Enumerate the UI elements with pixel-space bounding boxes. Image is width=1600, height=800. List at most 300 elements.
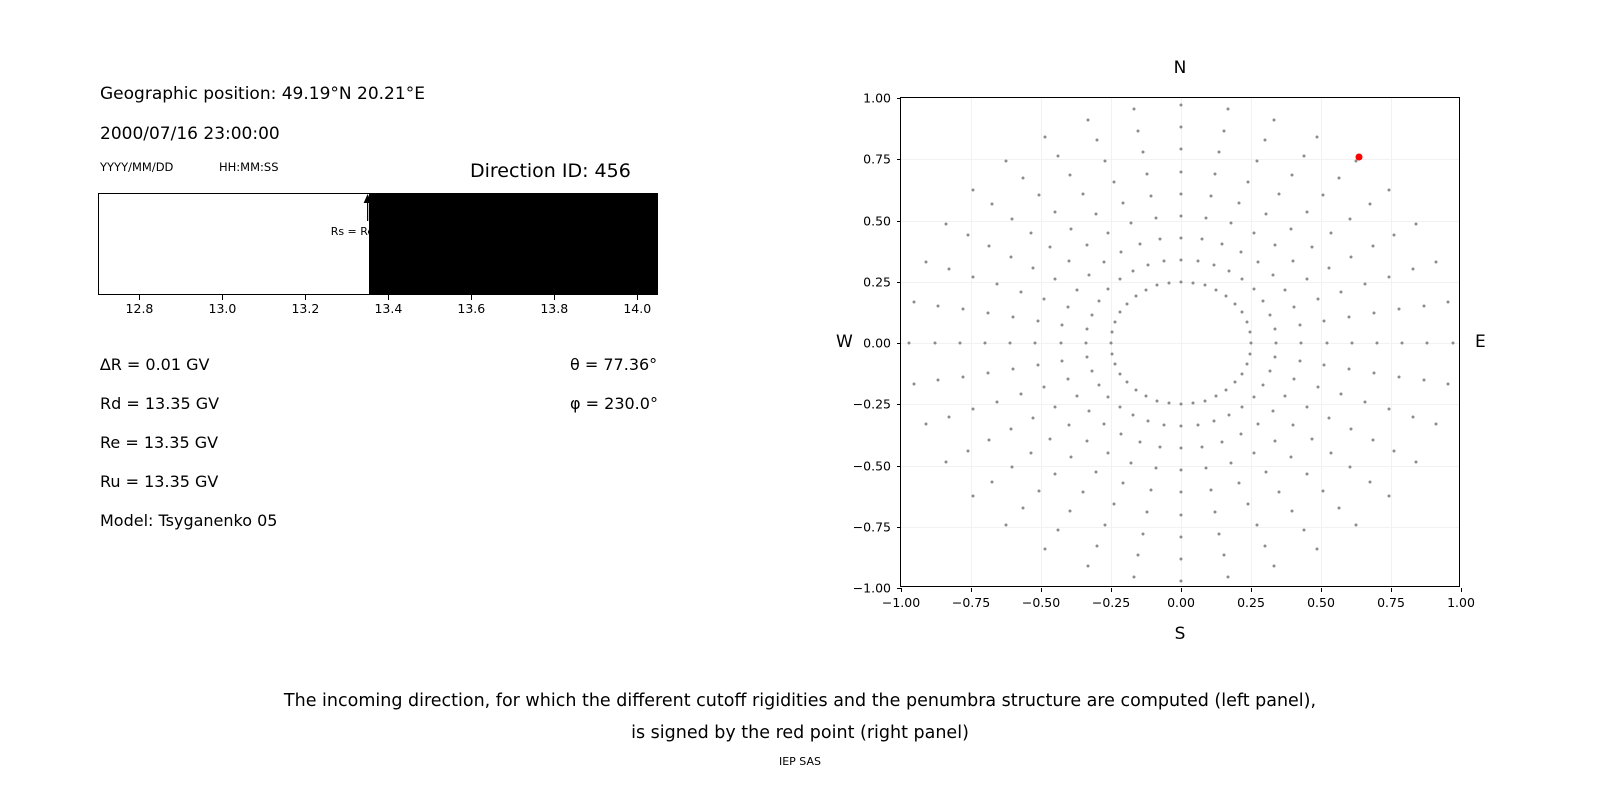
direction-point <box>1086 244 1089 247</box>
direction-point <box>1154 467 1157 470</box>
direction-point <box>1273 327 1276 330</box>
direction-point <box>1264 139 1267 142</box>
gridline-vertical <box>1391 98 1392 586</box>
direction-point <box>1150 194 1153 197</box>
direction-point <box>1094 212 1097 215</box>
direction-point <box>1209 489 1212 492</box>
direction-point <box>1240 433 1243 436</box>
direction-point <box>1303 528 1306 531</box>
direction-point <box>1371 245 1374 248</box>
left-panel <box>0 0 760 660</box>
direction-point <box>948 268 951 271</box>
gridline-vertical <box>1041 98 1042 586</box>
direction-point <box>1371 438 1374 441</box>
direction-point <box>1119 433 1122 436</box>
direction-point <box>1203 399 1206 402</box>
direction-point <box>1227 576 1230 579</box>
direction-point <box>1275 342 1278 345</box>
direction-point <box>1011 316 1014 319</box>
direction-point <box>1422 379 1425 382</box>
direction-point <box>1272 565 1275 568</box>
direction-point <box>1435 260 1438 263</box>
x-axis-tick-label: −0.25 <box>1091 595 1131 610</box>
direction-point <box>1388 494 1391 497</box>
direction-point <box>1229 222 1232 225</box>
direction-point <box>1163 259 1166 262</box>
direction-point <box>1036 319 1039 322</box>
direction-point <box>991 480 994 483</box>
direction-point <box>1180 148 1183 151</box>
penumbra-tick <box>388 295 389 300</box>
direction-point <box>1137 554 1140 557</box>
direction-point <box>924 423 927 426</box>
direction-point <box>948 415 951 418</box>
direction-point <box>1397 308 1400 311</box>
selected-direction-point <box>1356 154 1363 161</box>
direction-point <box>1221 440 1224 443</box>
direction-point <box>1315 547 1318 550</box>
rd-value: Rd = 13.35 GV <box>100 394 220 413</box>
direction-point <box>1180 104 1183 107</box>
direction-point <box>1082 490 1085 493</box>
direction-point <box>966 449 969 452</box>
direction-point <box>1075 289 1078 292</box>
direction-point <box>1209 194 1212 197</box>
direction-point <box>1032 267 1035 270</box>
direction-point <box>1095 139 1098 142</box>
direction-point <box>1212 420 1215 423</box>
direction-point <box>1316 385 1319 388</box>
y-axis-tick-label: −0.75 <box>852 519 891 535</box>
direction-point <box>1034 342 1037 345</box>
direction-point <box>1097 300 1100 303</box>
direction-point <box>1102 261 1105 264</box>
direction-point <box>1306 405 1309 408</box>
direction-point <box>1265 212 1268 215</box>
direction-point <box>1316 298 1319 301</box>
direction-point <box>1111 352 1114 355</box>
direction-point <box>1069 174 1072 177</box>
direction-point <box>1229 461 1232 464</box>
direction-point <box>1205 467 1208 470</box>
direction-point <box>1327 267 1330 270</box>
x-axis-tick-label: 0.25 <box>1237 595 1265 610</box>
direction-point <box>1272 274 1275 277</box>
direction-point <box>1205 216 1208 219</box>
direction-point <box>1180 579 1183 582</box>
direction-point <box>1029 452 1032 455</box>
direction-point <box>1163 424 1166 427</box>
direction-point <box>1278 193 1281 196</box>
direction-point <box>1086 356 1089 359</box>
direction-point <box>1010 217 1013 220</box>
direction-point <box>1291 260 1294 263</box>
date-format-hint: YYYY/MM/DD <box>100 160 174 174</box>
direction-point <box>971 494 974 497</box>
x-axis-tick-label: 0.00 <box>1167 595 1195 610</box>
gridline-vertical <box>971 98 972 586</box>
direction-point <box>1451 342 1454 345</box>
direction-point <box>1293 305 1296 308</box>
direction-point <box>1310 438 1313 441</box>
direction-point <box>1102 422 1105 425</box>
direction-point <box>1135 295 1138 298</box>
direction-point <box>933 342 936 345</box>
direction-point <box>1262 300 1265 303</box>
direction-point <box>1068 423 1071 426</box>
direction-point <box>1147 420 1150 423</box>
direction-point <box>1401 342 1404 345</box>
direction-point <box>1132 269 1135 272</box>
direction-point <box>1121 482 1124 485</box>
direction-point <box>1192 402 1195 405</box>
penumbra-tick-label: 12.8 <box>125 301 154 316</box>
direction-point <box>1252 452 1255 455</box>
direction-point <box>1415 223 1418 226</box>
direction-point <box>995 400 998 403</box>
direction-point <box>1305 210 1308 213</box>
direction-point <box>1104 160 1107 163</box>
compass-east-label: E <box>1475 332 1486 352</box>
direction-point <box>988 438 991 441</box>
direction-point <box>1068 260 1071 263</box>
direction-point <box>1145 288 1148 291</box>
y-axis-tick <box>897 98 901 99</box>
direction-point <box>1180 557 1183 560</box>
direction-point <box>1167 402 1170 405</box>
direction-point <box>1147 263 1150 266</box>
penumbra-tick-label: 14.0 <box>623 301 652 316</box>
datetime-label: 2000/07/16 23:00:00 <box>100 124 280 144</box>
direction-point <box>1330 452 1333 455</box>
direction-point <box>1118 278 1121 281</box>
direction-point <box>1054 473 1057 476</box>
direction-point <box>1126 381 1129 384</box>
direction-point <box>1044 136 1047 139</box>
direction-point <box>1037 490 1040 493</box>
direction-point <box>1397 375 1400 378</box>
direction-point <box>1180 535 1183 538</box>
gridline-horizontal <box>901 466 1459 467</box>
penumbra-plot-area <box>98 193 658 295</box>
direction-point <box>984 342 987 345</box>
direction-point <box>1252 395 1255 398</box>
direction-point <box>1218 151 1221 154</box>
direction-point <box>1387 408 1390 411</box>
direction-point <box>1290 509 1293 512</box>
y-axis-tick <box>897 527 901 528</box>
direction-point <box>1273 439 1276 442</box>
direction-point <box>1141 151 1144 154</box>
direction-point <box>1145 173 1148 176</box>
direction-point <box>1059 342 1062 345</box>
direction-point <box>1086 439 1089 442</box>
gridline-vertical <box>1321 98 1322 586</box>
x-axis-tick-label: 0.50 <box>1307 595 1335 610</box>
direction-point <box>1119 372 1122 375</box>
direction-point <box>1132 107 1135 110</box>
penumbra-tick <box>305 295 306 300</box>
direction-point <box>1411 415 1414 418</box>
y-axis-tick <box>897 282 901 283</box>
direction-point <box>1130 222 1133 225</box>
direction-point <box>1272 409 1275 412</box>
direction-point <box>1005 159 1008 162</box>
direction-point <box>1159 238 1162 241</box>
direction-point <box>1255 160 1258 163</box>
direction-point <box>1090 370 1093 373</box>
direction-point <box>1010 466 1013 469</box>
penumbra-x-axis <box>98 295 658 321</box>
direction-point <box>1180 236 1183 239</box>
direction-point <box>1238 482 1241 485</box>
direction-point <box>1056 528 1059 531</box>
direction-point <box>1087 274 1090 277</box>
direction-point <box>1269 370 1272 373</box>
direction-point <box>1289 456 1292 459</box>
direction-point <box>1415 460 1418 463</box>
direction-point <box>1348 316 1351 319</box>
direction-point <box>1138 440 1141 443</box>
direction-point <box>1180 447 1183 450</box>
direction-point <box>1224 295 1227 298</box>
direction-id-label: Direction ID: 456 <box>470 160 631 182</box>
direction-point <box>1255 523 1258 526</box>
direction-point <box>1180 258 1183 261</box>
direction-point <box>1257 422 1260 425</box>
x-axis-tick <box>1321 588 1322 592</box>
direction-point <box>1061 323 1064 326</box>
model-value: Model: Tsyganenko 05 <box>100 511 278 530</box>
direction-point <box>1248 331 1251 334</box>
direction-point <box>1118 405 1121 408</box>
y-axis-tick-label: 0.25 <box>863 274 891 290</box>
penumbra-tick-label: 13.2 <box>291 301 320 316</box>
direction-point <box>1348 367 1351 370</box>
direction-point <box>1387 275 1390 278</box>
direction-point <box>1107 231 1110 234</box>
direction-point <box>908 342 911 345</box>
y-axis-tick-label: 0.75 <box>863 151 891 167</box>
direction-point <box>1203 284 1206 287</box>
direction-point <box>1180 491 1183 494</box>
y-axis-tick-label: 0.50 <box>863 213 891 228</box>
direction-point <box>1241 278 1244 281</box>
direction-point <box>1036 364 1039 367</box>
direction-point <box>1212 263 1215 266</box>
direction-point <box>962 375 965 378</box>
direction-point <box>1376 342 1379 345</box>
direction-point <box>1192 281 1195 284</box>
direction-point <box>1044 547 1047 550</box>
direction-point <box>988 245 991 248</box>
direction-point <box>1011 367 1014 370</box>
direction-point <box>1097 383 1100 386</box>
penumbra-tick <box>139 295 140 300</box>
direction-point <box>1422 304 1425 307</box>
y-axis-tick <box>897 466 901 467</box>
direction-point <box>1180 425 1183 428</box>
direction-point <box>1349 466 1352 469</box>
direction-point <box>1227 414 1230 417</box>
re-value: Re = 13.35 GV <box>100 433 219 452</box>
direction-point <box>1264 544 1267 547</box>
direction-point <box>1056 155 1059 158</box>
direction-point <box>1066 378 1069 381</box>
direction-point <box>1082 193 1085 196</box>
direction-point <box>1364 400 1367 403</box>
x-axis-tick <box>1041 588 1042 592</box>
direction-point <box>1240 372 1243 375</box>
direction-point <box>1112 503 1115 506</box>
direction-point <box>1005 524 1008 527</box>
direction-point <box>1090 313 1093 316</box>
direction-point <box>1121 201 1124 204</box>
direction-point <box>1273 356 1276 359</box>
direction-point <box>1019 290 1022 293</box>
x-axis-tick-label: −0.75 <box>951 595 991 610</box>
direction-point <box>1303 155 1306 158</box>
direction-point <box>1087 565 1090 568</box>
direction-point <box>1388 189 1391 192</box>
x-axis-tick <box>1461 588 1462 592</box>
direction-point <box>1107 395 1110 398</box>
direction-point <box>1087 409 1090 412</box>
y-axis-tick <box>897 343 901 344</box>
compass-north-label: N <box>1173 58 1187 78</box>
direction-point <box>1241 405 1244 408</box>
direction-point <box>1145 395 1148 398</box>
direction-point <box>1349 256 1352 259</box>
direction-point <box>1180 192 1183 195</box>
direction-point <box>1010 256 1013 259</box>
direction-point <box>924 260 927 263</box>
direction-point <box>1364 283 1367 286</box>
x-axis-tick-label: 0.75 <box>1377 595 1405 610</box>
footer-credit: IEP SAS <box>778 755 822 768</box>
direction-point <box>1132 576 1135 579</box>
direction-point <box>1021 176 1024 179</box>
direction-point <box>1021 507 1024 510</box>
direction-point <box>1200 238 1203 241</box>
x-axis-tick-label: −0.50 <box>1021 595 1061 610</box>
direction-point <box>1349 427 1352 430</box>
direction-point <box>1094 471 1097 474</box>
direction-point <box>1227 269 1230 272</box>
direction-point <box>1218 532 1221 535</box>
delta-r-value: ∆R = 0.01 GV <box>100 355 210 374</box>
sky-map-points-layer <box>901 98 1459 586</box>
penumbra-tick-label: 13.6 <box>457 301 486 316</box>
direction-point <box>986 312 989 315</box>
direction-point <box>1145 510 1148 513</box>
direction-point <box>1289 227 1292 230</box>
direction-point <box>1323 319 1326 322</box>
direction-point <box>1110 342 1113 345</box>
direction-point <box>1167 281 1170 284</box>
direction-point <box>1284 394 1287 397</box>
penumbra-tick-label: 13.4 <box>374 301 403 316</box>
direction-point <box>1245 321 1248 324</box>
direction-point <box>1126 302 1129 305</box>
direction-point <box>1435 423 1438 426</box>
direction-point <box>1293 378 1296 381</box>
direction-point <box>1272 118 1275 121</box>
direction-point <box>1043 385 1046 388</box>
direction-point <box>1252 288 1255 291</box>
direction-point <box>1061 360 1064 363</box>
direction-point <box>1278 490 1281 493</box>
penumbra-chart <box>98 193 658 316</box>
penumbra-tick <box>222 295 223 300</box>
x-axis-tick <box>1181 588 1182 592</box>
direction-point <box>1269 313 1272 316</box>
right-panel <box>800 0 1600 660</box>
direction-point <box>1107 452 1110 455</box>
direction-point <box>1273 244 1276 247</box>
y-axis-tick <box>897 159 901 160</box>
y-axis-tick <box>897 588 901 589</box>
gridline-horizontal <box>901 159 1459 160</box>
direction-point <box>1150 489 1153 492</box>
direction-point <box>1070 227 1073 230</box>
direction-point <box>1159 445 1162 448</box>
direction-point <box>1112 180 1115 183</box>
direction-point <box>1180 170 1183 173</box>
direction-point <box>912 300 915 303</box>
penumbra-tick <box>471 295 472 300</box>
direction-point <box>1327 416 1330 419</box>
direction-point <box>1043 298 1046 301</box>
direction-point <box>1029 231 1032 234</box>
direction-point <box>944 223 947 226</box>
direction-point <box>1180 469 1183 472</box>
y-axis-tick-label: 0.00 <box>863 335 891 351</box>
direction-point <box>1104 523 1107 526</box>
direction-point <box>1306 278 1309 281</box>
direction-point <box>1330 231 1333 234</box>
direction-point <box>1132 414 1135 417</box>
direction-point <box>986 371 989 374</box>
direction-point <box>1322 193 1325 196</box>
direction-point <box>1247 180 1250 183</box>
direction-point <box>1138 243 1141 246</box>
direction-point <box>1310 245 1313 248</box>
direction-point <box>1238 201 1241 204</box>
direction-point <box>1368 480 1371 483</box>
penumbra-band-allowed <box>369 194 658 294</box>
direction-point <box>972 408 975 411</box>
direction-point <box>1426 342 1429 345</box>
direction-point <box>1214 510 1217 513</box>
direction-point <box>1284 289 1287 292</box>
direction-point <box>1087 118 1090 121</box>
gridline-horizontal <box>901 221 1459 222</box>
x-axis-tick <box>1111 588 1112 592</box>
sky-map-plot-area <box>852 90 1475 610</box>
direction-point <box>1222 554 1225 557</box>
direction-point <box>1111 331 1114 334</box>
direction-point <box>1340 393 1343 396</box>
direction-point <box>1240 250 1243 253</box>
direction-point <box>1233 381 1236 384</box>
direction-point <box>1227 107 1230 110</box>
direction-point <box>1019 393 1022 396</box>
direction-point <box>1086 327 1089 330</box>
direction-point <box>1393 234 1396 237</box>
direction-point <box>1323 364 1326 367</box>
direction-point <box>1156 284 1159 287</box>
